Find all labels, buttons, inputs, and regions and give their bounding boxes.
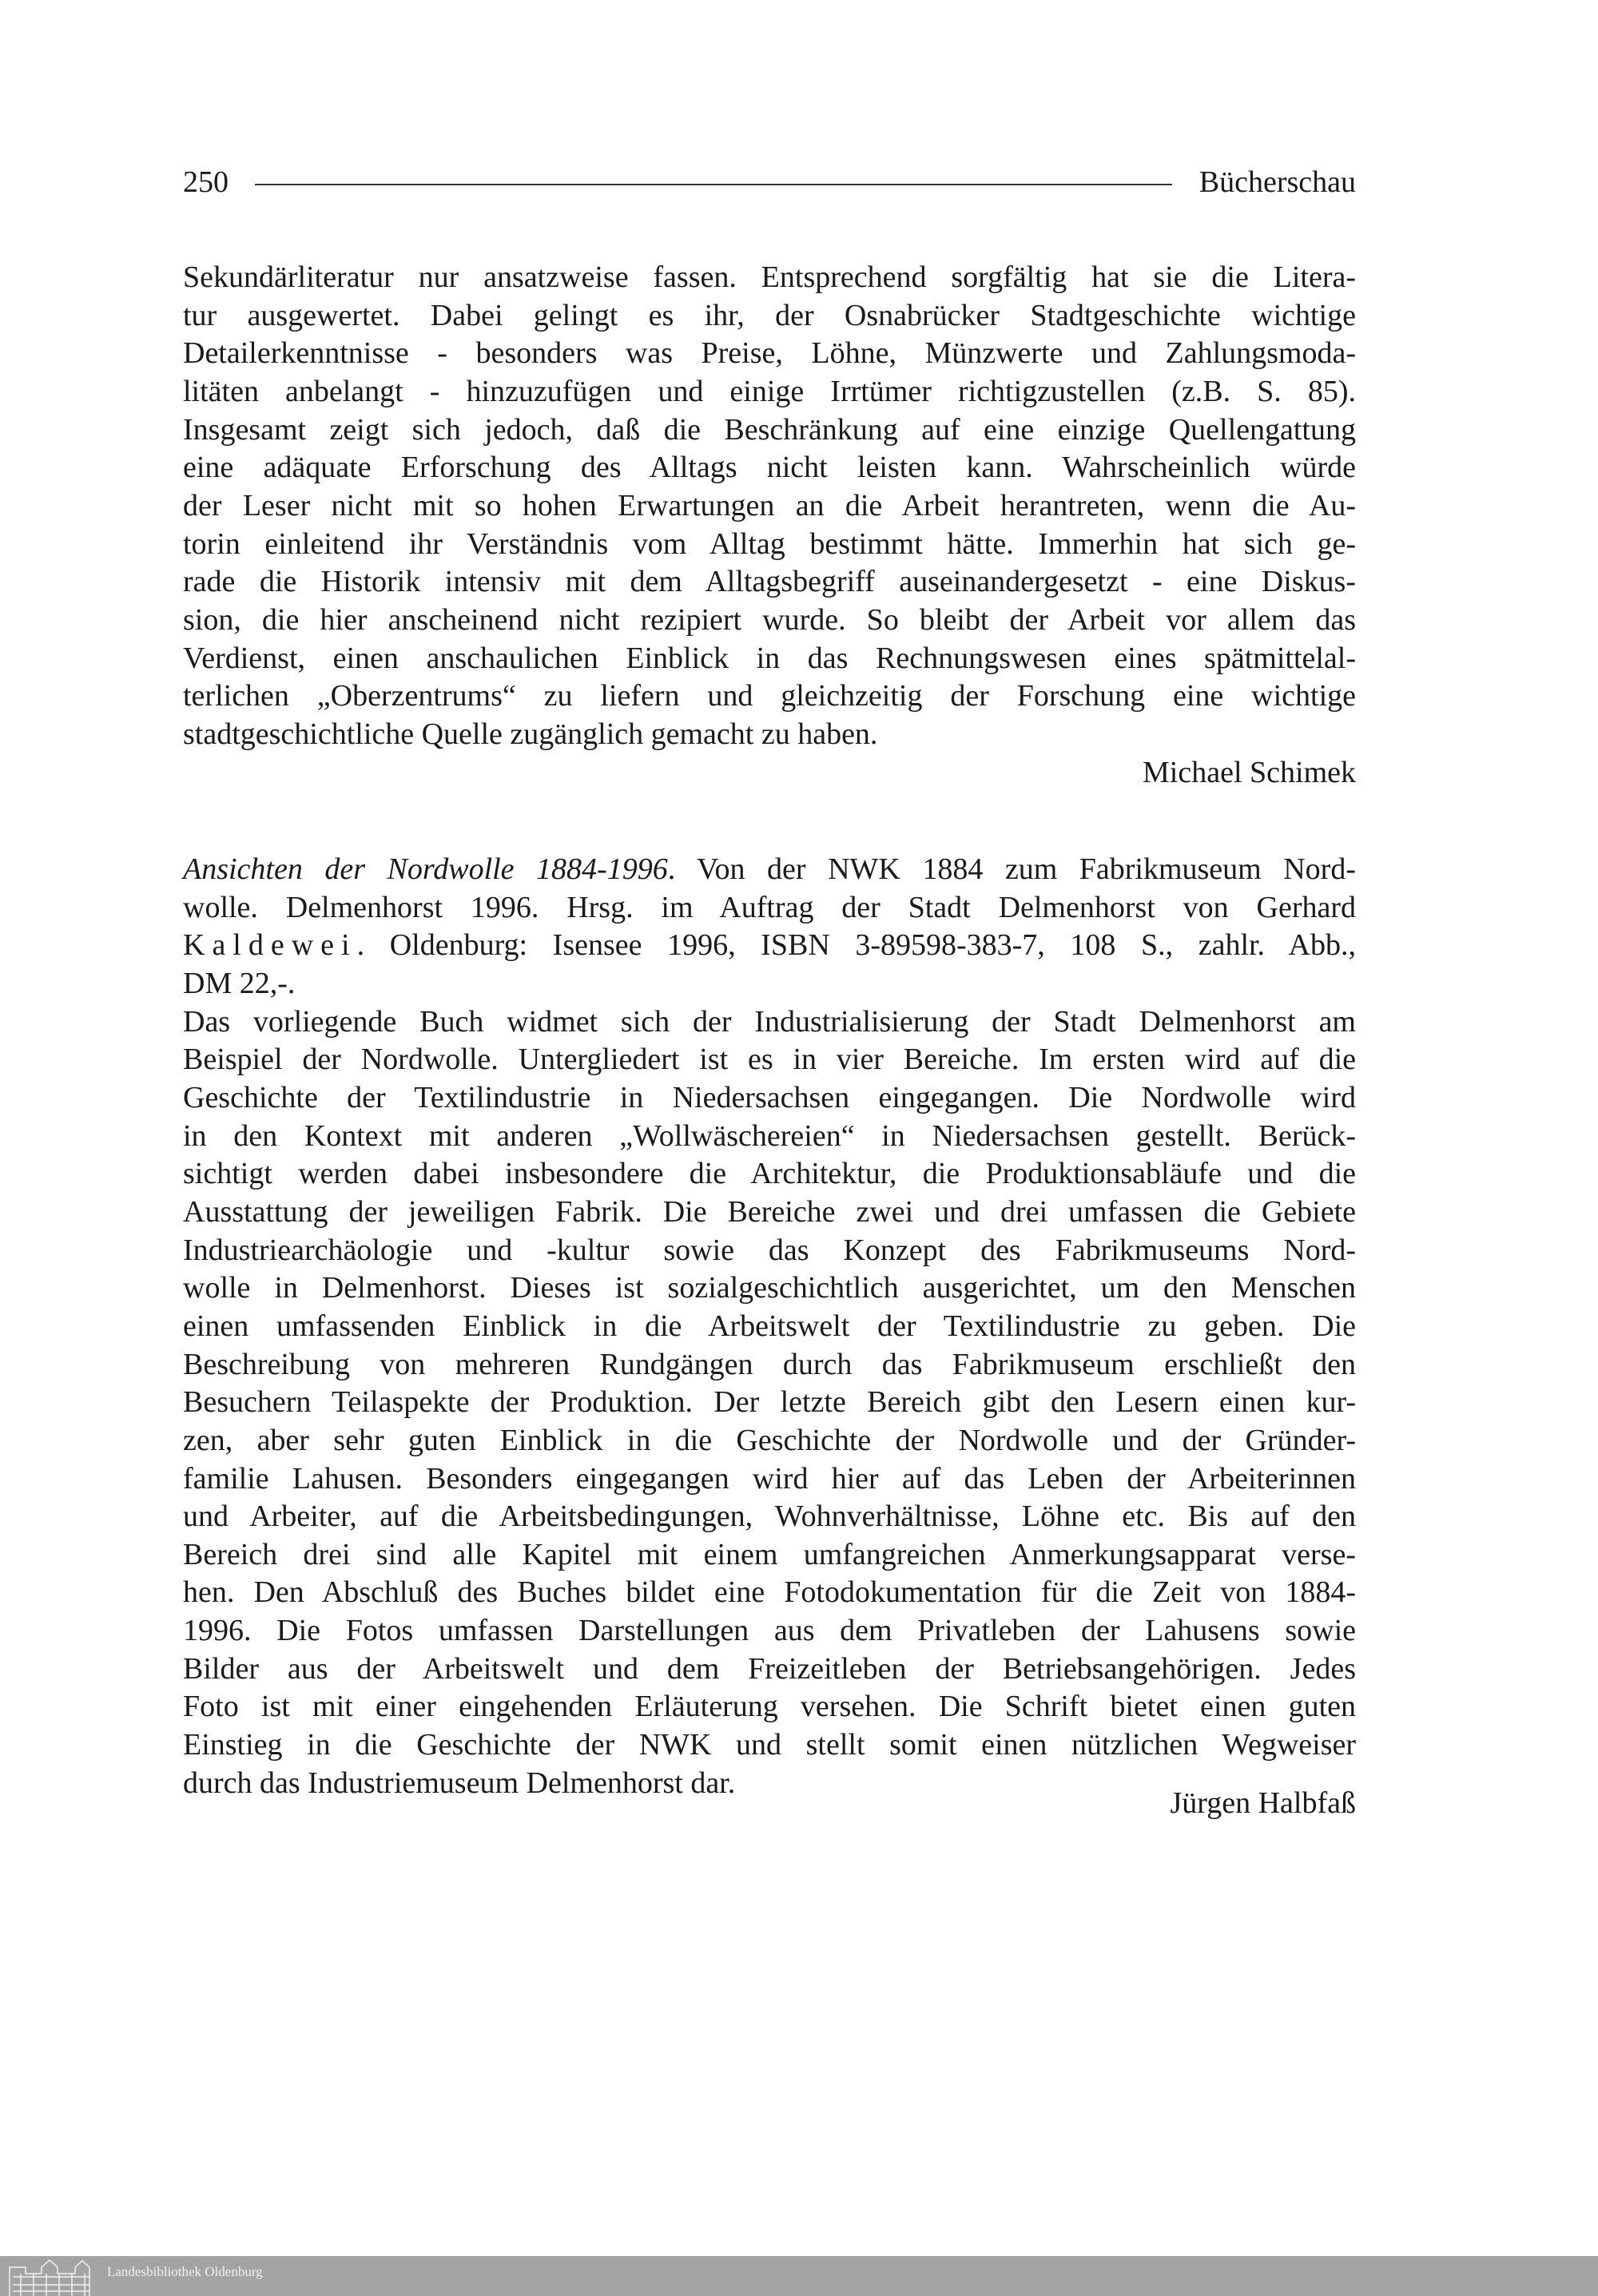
section-title: Bücherschau [1198, 165, 1356, 199]
text-line: Beschreibung von mehreren Rundgängen durch das Fabrikmuseum erschließt den [183, 1347, 1356, 1381]
library-building-logo [6, 2258, 98, 2296]
review-2-body [183, 1003, 1356, 1803]
text-line: hen. Den Abschluß des Buches bildet eine Fotodokumentation für die Zeit von 1884- [183, 1575, 1356, 1610]
text-line: und Arbeiter, auf die Arbeitsbedingungen, Wohnverhältnisse, Löhne etc. Bis auf den [183, 1500, 1356, 1534]
text-line: Geschichte der Textilindustrie in Niedersachsen eingegangen. Die Nordwolle wird [183, 1080, 1356, 1114]
running-header [183, 160, 1356, 205]
citation-line [183, 851, 1356, 889]
text-line: durch das Industriemuseum Delmenhorst dar. [183, 1766, 736, 1800]
text-line: einen umfassenden Einblick in die Arbeitswelt der Textilindustrie zu geben. Die [183, 1309, 1356, 1343]
text-line: Beispiel der Nordwolle. Untergliedert ist es in vier Bereiche. Im ersten wird auf die [183, 1043, 1356, 1077]
text-line: Bilder aus der Arbeitswelt und dem Freizeitleben der Betriebsangehörigen. Jedes [183, 1651, 1356, 1686]
book-title: Ansichten der Nordwolle 1884-1996 [183, 852, 668, 886]
text-line: sichtigt werden dabei insbesondere die Architektur, die Produktionsabläufe und die [183, 1157, 1356, 1191]
text-line: Einstieg in die Geschichte der NWK und stellt somit einen nützlichen Wegweiser [183, 1728, 1356, 1762]
text-line: Insgesamt zeigt sich jedoch, daß die Beschränkung auf eine einzige Quellengattung [183, 412, 1356, 447]
text-line: in den Kontext mit anderen „Wollwäschereien“ in Niedersachsen gestellt. Berück- [183, 1118, 1356, 1153]
text-line: Verdienst, einen anschaulichen Einblick in das Rechnungswesen eines spätmittelal- [183, 641, 1356, 675]
text-line: Bereich drei sind alle Kapitel mit einem umfangreichen Anmerkungsapparat verse- [183, 1537, 1356, 1571]
text-line: Ausstattung der jeweiligen Fabrik. Die Bereiche zwei und drei umfassen die Gebiete [183, 1194, 1356, 1229]
citation-line: DM 22,-. [183, 966, 296, 1000]
text-line: familie Lahusen. Besonders eingegangen wird hier auf das Leben der Arbeiterinnen [183, 1461, 1356, 1496]
text-line: eine adäquate Erforschung des Alltags nicht leisten kann. Wahrscheinlich würde [183, 451, 1356, 485]
text-line: 1996. Die Fotos umfassen Darstellungen aus dem Privatleben der Lahusens sowie [183, 1614, 1356, 1648]
citation-text: . Von der NWK 1884 zum Fabrikmuseum Nord- [667, 852, 1356, 886]
text-line: torin einleitend ihr Verständnis vom Alltag bestimmt hätte. Immerhin hat sich ge- [183, 526, 1356, 561]
review-1-author: Michael Schimek [1143, 755, 1356, 789]
text-line: rade die Historik intensiv mit dem Alltagsbegriff auseinandergesetzt - eine Diskus- [183, 565, 1356, 599]
text-line: Besuchern Teilaspekte der Produktion. Der letzte Bereich gibt den Lesern einen kur- [183, 1385, 1356, 1420]
text-line: Sekundärliteratur nur ansatzweise fassen. Entsprechend sorgfältig hat sie die Litera- [183, 260, 1356, 294]
text-line: Detailerkenntnisse - besonders was Preise, Löhne, Münzwerte und Zahlungsmoda- [183, 336, 1356, 371]
citation-line: wolle. Delmenhorst 1996. Hrsg. im Auftrag der Stadt Delmenhorst von Gerhard [183, 890, 1356, 924]
text-line: der Leser nicht mit so hohen Erwartungen an die Arbeit herantreten, wenn die Au- [183, 488, 1356, 522]
text-line: wolle in Delmenhorst. Dieses ist sozialgeschichtlich ausgerichtet, um den Menschen [183, 1271, 1356, 1305]
review-2 [183, 851, 1356, 1802]
text-line: zen, aber sehr guten Einblick in die Geschichte der Nordwolle und der Gründer- [183, 1423, 1356, 1457]
text-line: tur ausgewertet. Dabei gelingt es ihr, der Osnabrücker Stadtgeschichte wichtige [183, 298, 1356, 332]
text-line: litäten anbelangt - hinzuzufügen und einige Irrtümer richtigzustellen (z.B. S. 85). [183, 374, 1356, 408]
editor-name: Kaldewei [183, 928, 357, 963]
review-2-author: Jürgen Halbfaß [1170, 1786, 1356, 1820]
library-name: Landesbibliothek Oldenburg [107, 2264, 263, 2279]
review-1 [183, 259, 1356, 792]
header-rule [255, 184, 1172, 185]
text-line: Das vorliegende Buch widmet sich der Industrialisierung der Stadt Delmenhorst am [183, 1004, 1356, 1039]
text-line: Industriearchäologie und -kultur sowie das Konzept des Fabrikmuseums Nord- [183, 1233, 1356, 1267]
text-line: sion, die hier anscheinend nicht rezipiert wurde. So bleibt der Arbeit vor allem das [183, 602, 1356, 637]
citation-line [183, 927, 1356, 965]
text-line: Foto ist mit einer eingehenden Erläuterung versehen. Die Schrift bietet einen guten [183, 1690, 1356, 1724]
text-line: terlichen „Oberzentrums“ zu liefern und gleichzeitig der Forschung eine wichtige [183, 679, 1356, 713]
library-footer [0, 2256, 1598, 2296]
citation-text: . Oldenburg: Isensee 1996, ISBN 3-89598-383-7, 108 S., zahlr. Abb., [356, 928, 1356, 963]
text-line: stadtgeschichtliche Quelle zugänglich gemacht zu haben. [183, 717, 878, 751]
page-number: 250 [183, 165, 229, 199]
